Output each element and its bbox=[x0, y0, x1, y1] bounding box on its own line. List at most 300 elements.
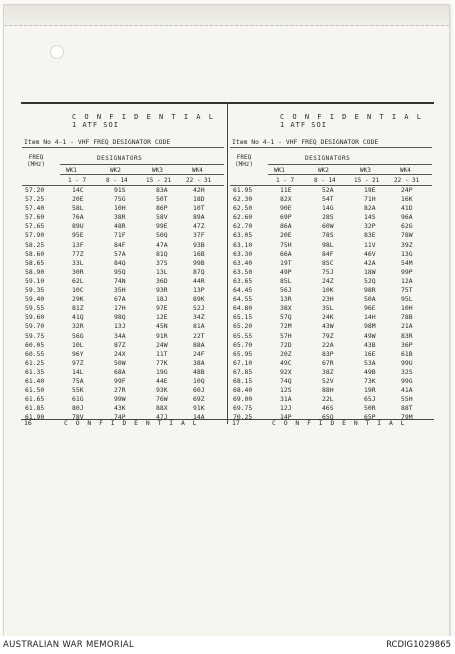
frequency-cell: 59.10 bbox=[25, 276, 45, 285]
designator-cell: 24W bbox=[156, 340, 168, 349]
frequency-cell: 62.50 bbox=[233, 204, 253, 213]
designator-cell: 93R bbox=[156, 286, 168, 295]
designator-cell: 61B bbox=[401, 349, 413, 358]
designator-cell: 48R bbox=[114, 222, 126, 231]
designator-cell: 78W bbox=[401, 231, 413, 240]
designator-cell: 22A bbox=[322, 340, 334, 349]
classification-header: C O N F I D E N T I A L bbox=[72, 113, 215, 121]
designator-cell: 19G bbox=[156, 367, 168, 376]
day-range: 15 - 21 bbox=[354, 177, 380, 184]
designator-cell: 86A bbox=[280, 222, 292, 231]
designator-cell: 16B bbox=[193, 249, 205, 258]
frequency-cell: 57.40 bbox=[25, 204, 45, 213]
designator-cell: 53A bbox=[364, 358, 376, 367]
designator-cell: 12A bbox=[401, 276, 413, 285]
designator-cell: 14H bbox=[364, 313, 376, 322]
page-number: 16 bbox=[24, 419, 32, 427]
frequency-cell: 61.85 bbox=[25, 404, 45, 413]
designator-cell: 99F bbox=[114, 376, 126, 385]
designators-header: DESIGNATORS bbox=[97, 155, 143, 162]
designator-cell: 91K bbox=[193, 404, 205, 413]
frequency-cell: 59.70 bbox=[25, 322, 45, 331]
frequency-cell: 57.25 bbox=[25, 195, 45, 204]
designator-cell: 42H bbox=[193, 186, 205, 194]
frequency-cell: 60.05 bbox=[25, 340, 45, 349]
designator-cell: 20E bbox=[72, 195, 84, 204]
designator-cell: 39Z bbox=[401, 240, 413, 249]
designator-cell: 82A bbox=[364, 204, 376, 213]
frequency-cell: 61.90 bbox=[25, 413, 45, 422]
frequency-cell: 59.60 bbox=[25, 313, 45, 322]
designator-cell: 10K bbox=[322, 286, 334, 295]
table-body bbox=[230, 186, 433, 422]
designator-cell: 77Z bbox=[72, 249, 84, 258]
table-row bbox=[230, 286, 433, 295]
designator-cell: 78B bbox=[401, 313, 413, 322]
freq-column-header: FREQ (MHz) bbox=[234, 154, 254, 168]
designator-cell: 85L bbox=[280, 276, 292, 285]
designator-cell: 33L bbox=[72, 258, 84, 267]
designator-cell: 34A bbox=[114, 331, 126, 340]
designator-cell: 38X bbox=[280, 304, 292, 313]
designator-cell: 60J bbox=[193, 386, 205, 395]
frequency-cell: 63.30 bbox=[233, 249, 253, 258]
designator-cell: 91S bbox=[114, 186, 126, 194]
frequency-cell: 62.70 bbox=[233, 222, 253, 231]
table-row bbox=[22, 322, 225, 331]
table-row bbox=[22, 186, 225, 195]
designator-cell: 37F bbox=[193, 231, 205, 240]
classification-header: C O N F I D E N T I A L bbox=[280, 113, 423, 121]
designator-cell: 17H bbox=[114, 304, 126, 313]
designator-cell: 73K bbox=[364, 376, 376, 385]
designator-cell: 13F bbox=[72, 240, 84, 249]
designator-cell: 10T bbox=[193, 204, 205, 213]
designator-cell: 44R bbox=[193, 276, 205, 285]
designator-cell: 10L bbox=[72, 340, 84, 349]
frequency-cell: 61.65 bbox=[25, 395, 45, 404]
designator-cell: 76W bbox=[156, 395, 168, 404]
frequency-cell: 63.10 bbox=[233, 240, 253, 249]
table-row bbox=[22, 304, 225, 313]
table-row bbox=[230, 395, 433, 404]
designator-cell: 32R bbox=[72, 322, 84, 331]
table-row bbox=[22, 195, 225, 204]
center-divider bbox=[227, 102, 228, 424]
table-row bbox=[230, 213, 433, 222]
day-range: 1 - 7 bbox=[68, 177, 87, 184]
designator-cell: 43B bbox=[364, 340, 376, 349]
table-row bbox=[230, 359, 433, 368]
designator-cell: 65Q bbox=[322, 413, 334, 422]
page-top-strip bbox=[4, 5, 449, 26]
designator-cell: 30R bbox=[72, 267, 84, 276]
designator-cell: 14C bbox=[72, 186, 84, 194]
institution-name: AUSTRALIAN WAR MEMORIAL bbox=[3, 640, 135, 650]
designator-cell: 58L bbox=[72, 204, 84, 213]
designator-cell: 14S bbox=[364, 213, 376, 222]
designator-cell: 12E bbox=[156, 313, 168, 322]
designator-cell: 49W bbox=[364, 331, 376, 340]
designator-cell: 16K bbox=[401, 195, 413, 204]
designator-cell: 99G bbox=[401, 376, 413, 385]
designator-cell: 14A bbox=[193, 413, 205, 422]
day-range: 8 - 14 bbox=[314, 177, 336, 184]
designator-cell: 65J bbox=[364, 395, 376, 404]
designator-cell: 42A bbox=[364, 258, 376, 267]
designator-cell: 95Q bbox=[114, 267, 126, 276]
designator-cell: 83A bbox=[156, 186, 168, 194]
frequency-cell: 65.20 bbox=[233, 322, 253, 331]
designator-cell: 98Q bbox=[114, 313, 126, 322]
designator-cell: 83R bbox=[401, 331, 413, 340]
frequency-cell: 57.65 bbox=[25, 222, 45, 231]
table-row bbox=[230, 322, 433, 331]
designator-cell: 10C bbox=[72, 286, 84, 295]
designator-cell: 38R bbox=[114, 213, 126, 222]
designator-cell: 79M bbox=[401, 413, 413, 422]
designator-cell: 47Z bbox=[193, 222, 205, 231]
designator-cell: 87Z bbox=[114, 340, 126, 349]
designator-cell: 97E bbox=[156, 304, 168, 313]
table-row bbox=[22, 222, 225, 231]
designator-cell: 96Y bbox=[72, 349, 84, 358]
table-row bbox=[22, 277, 225, 286]
freq-column-header: FREQ (MHz) bbox=[26, 154, 46, 168]
table-row bbox=[22, 359, 225, 368]
table-row bbox=[22, 404, 225, 413]
designator-cell: 98M bbox=[364, 322, 376, 331]
designator-cell: 69P bbox=[280, 213, 292, 222]
designator-cell: 20Z bbox=[280, 349, 292, 358]
week-header: WK2 bbox=[318, 167, 329, 174]
frequency-cell: 61.50 bbox=[25, 386, 45, 395]
table-row bbox=[22, 259, 225, 268]
document-page bbox=[3, 4, 450, 638]
designator-cell: 81A bbox=[193, 322, 205, 331]
designator-cell: 14P bbox=[280, 413, 292, 422]
designator-cell: 77K bbox=[156, 358, 168, 367]
table-row bbox=[230, 332, 433, 341]
designator-cell: 72D bbox=[280, 340, 292, 349]
designator-cell: 55K bbox=[72, 386, 84, 395]
table-row bbox=[230, 386, 433, 395]
designator-cell: 75A bbox=[72, 376, 84, 385]
frequency-table-document bbox=[21, 102, 434, 430]
table-row bbox=[230, 341, 433, 350]
designator-cell: 23H bbox=[322, 295, 334, 304]
designator-cell: 24K bbox=[322, 313, 334, 322]
designator-cell: 54M bbox=[401, 258, 413, 267]
designator-cell: 13J bbox=[114, 322, 126, 331]
classification-footer: C O N F I D E N T I A L bbox=[64, 419, 199, 427]
designator-cell: 56G bbox=[72, 331, 84, 340]
designator-cell: 52J bbox=[193, 304, 205, 313]
day-range: 1 - 7 bbox=[276, 177, 295, 184]
designator-cell: 47J bbox=[156, 413, 168, 422]
archive-footer bbox=[0, 636, 455, 654]
frequency-cell: 61.35 bbox=[25, 367, 45, 376]
designator-cell: 75J bbox=[322, 267, 334, 276]
designator-cell: 11V bbox=[364, 240, 376, 249]
designator-cell: 54T bbox=[322, 195, 334, 204]
frequency-cell: 69.75 bbox=[233, 404, 253, 413]
designator-cell: 89A bbox=[193, 213, 205, 222]
frequency-cell: 67.85 bbox=[233, 367, 253, 376]
designator-cell: 78S bbox=[322, 231, 334, 240]
day-range: 22 - 31 bbox=[394, 177, 420, 184]
designator-cell: 95E bbox=[72, 231, 84, 240]
designator-cell: 87Q bbox=[193, 267, 205, 276]
designator-cell: 22T bbox=[193, 331, 205, 340]
designator-cell: 74Q bbox=[280, 376, 292, 385]
designator-cell: 99W bbox=[114, 395, 126, 404]
designator-cell: 71F bbox=[114, 231, 126, 240]
table-row bbox=[22, 313, 225, 322]
table-row bbox=[230, 259, 433, 268]
table-row bbox=[22, 395, 225, 404]
frequency-cell: 61.40 bbox=[25, 376, 45, 385]
table-row bbox=[230, 277, 433, 286]
frequency-cell: 58.90 bbox=[25, 267, 45, 276]
frequency-cell: 58.60 bbox=[25, 249, 45, 258]
table-row bbox=[230, 295, 433, 304]
table-row bbox=[22, 204, 225, 213]
designator-cell: 80J bbox=[72, 404, 84, 413]
week-header: WK1 bbox=[274, 167, 285, 174]
designator-cell: 81Z bbox=[72, 304, 84, 313]
table-row bbox=[230, 350, 433, 359]
frequency-cell: 58.25 bbox=[25, 240, 45, 249]
frequency-cell: 62.30 bbox=[233, 195, 253, 204]
designator-cell: 52Q bbox=[364, 276, 376, 285]
week-header: WK4 bbox=[192, 167, 203, 174]
table-row bbox=[230, 195, 433, 204]
designator-cell: 11T bbox=[156, 349, 168, 358]
week-header: WK4 bbox=[400, 167, 411, 174]
designator-cell: 52A bbox=[322, 186, 334, 194]
soi-label: 1 ATF SOI bbox=[72, 121, 119, 129]
designator-cell: 57A bbox=[114, 249, 126, 258]
designator-cell: 43K bbox=[114, 404, 126, 413]
frequency-cell: 59.75 bbox=[25, 331, 45, 340]
designator-cell: 12S bbox=[280, 386, 292, 395]
designator-cell: 10H bbox=[401, 304, 413, 313]
frequency-cell: 69.00 bbox=[233, 395, 253, 404]
frequency-cell: 65.55 bbox=[233, 331, 253, 340]
table-row bbox=[22, 213, 225, 222]
designator-cell: 13G bbox=[401, 249, 413, 258]
designator-cell: 41Q bbox=[72, 313, 84, 322]
designator-cell: 89U bbox=[72, 222, 84, 231]
designator-cell: 41D bbox=[401, 204, 413, 213]
designator-cell: 86P bbox=[156, 204, 168, 213]
designator-cell: 88A bbox=[193, 340, 205, 349]
table-row bbox=[230, 268, 433, 277]
table-row bbox=[22, 350, 225, 359]
table-row bbox=[22, 386, 225, 395]
designator-cell: 75H bbox=[280, 240, 292, 249]
designator-cell: 55H bbox=[401, 395, 413, 404]
designator-cell: 11E bbox=[280, 186, 292, 194]
designator-cell: 27R bbox=[114, 386, 126, 395]
item-title: Item No 4-1 - VHF FREQ DESIGNATOR CODE bbox=[232, 138, 379, 146]
designator-cell: 75G bbox=[114, 195, 126, 204]
classification-footer: C O N F I D E N T I A L bbox=[272, 419, 407, 427]
frequency-cell: 61.25 bbox=[25, 358, 45, 367]
designator-cell: 81Q bbox=[156, 249, 168, 258]
frequency-cell: 62.60 bbox=[233, 213, 253, 222]
table-row bbox=[22, 268, 225, 277]
designator-cell: 82X bbox=[280, 195, 292, 204]
table-row bbox=[22, 368, 225, 377]
designator-cell: 19T bbox=[280, 258, 292, 267]
designator-cell: 68A bbox=[114, 367, 126, 376]
designator-cell: 50Q bbox=[156, 231, 168, 240]
designator-cell: 96E bbox=[364, 304, 376, 313]
frequency-cell: 59.35 bbox=[25, 286, 45, 295]
designator-cell: 35L bbox=[322, 304, 334, 313]
designator-cell: 91R bbox=[156, 331, 168, 340]
frequency-cell: 64.45 bbox=[233, 286, 253, 295]
designator-cell: 99B bbox=[193, 258, 205, 267]
designator-cell: 31A bbox=[280, 395, 292, 404]
designator-cell: 56J bbox=[280, 286, 292, 295]
designator-cell: 83E bbox=[364, 231, 376, 240]
designator-cell: 84Q bbox=[114, 258, 126, 267]
frequency-cell: 65.95 bbox=[233, 349, 253, 358]
designator-cell: 32P bbox=[364, 222, 376, 231]
designator-cell: 99P bbox=[401, 267, 413, 276]
table-row bbox=[230, 231, 433, 240]
designator-cell: 71H bbox=[364, 195, 376, 204]
designator-cell: 78V bbox=[72, 413, 84, 422]
table-row bbox=[22, 332, 225, 341]
page-number: 17 bbox=[232, 419, 240, 427]
designator-cell: 97Z bbox=[72, 358, 84, 367]
designator-cell: 98R bbox=[364, 286, 376, 295]
designator-cell: 22L bbox=[322, 395, 334, 404]
designator-cell: 18W bbox=[364, 267, 376, 276]
designator-cell: 38A bbox=[193, 358, 205, 367]
designator-cell: 62L bbox=[72, 276, 84, 285]
designator-cell: 52V bbox=[322, 376, 334, 385]
designator-cell: 38Z bbox=[322, 367, 334, 376]
designator-cell: 60W bbox=[322, 222, 334, 231]
designator-cell: 12J bbox=[280, 404, 292, 413]
designator-cell: 13P bbox=[193, 286, 205, 295]
frequency-cell: 68.40 bbox=[233, 386, 253, 395]
frequency-cell: 61.95 bbox=[233, 186, 253, 194]
day-range: 8 - 14 bbox=[106, 177, 128, 184]
designator-cell: 24Z bbox=[322, 276, 334, 285]
record-reference: RCDIG1029865 bbox=[386, 640, 451, 650]
table-row bbox=[230, 241, 433, 250]
designator-cell: 36P bbox=[401, 340, 413, 349]
designator-cell: 50T bbox=[156, 195, 168, 204]
designator-cell: 21A bbox=[401, 322, 413, 331]
designator-cell: 67A bbox=[114, 295, 126, 304]
designator-cell: 46S bbox=[322, 404, 334, 413]
week-header: WK3 bbox=[152, 167, 163, 174]
designator-cell: 47A bbox=[156, 240, 168, 249]
table-row bbox=[22, 241, 225, 250]
frequency-cell: 63.05 bbox=[233, 231, 253, 240]
table-row bbox=[22, 250, 225, 259]
designator-cell: 14G bbox=[322, 204, 334, 213]
designator-cell: 35H bbox=[114, 286, 126, 295]
designator-cell: 74P bbox=[114, 413, 126, 422]
frequency-cell: 64.55 bbox=[233, 295, 253, 304]
designator-cell: 18J bbox=[156, 295, 168, 304]
frequency-cell: 59.55 bbox=[25, 304, 45, 313]
designator-cell: 95L bbox=[401, 295, 413, 304]
designator-cell: 62G bbox=[401, 222, 413, 231]
frequency-cell: 57.60 bbox=[25, 213, 45, 222]
designator-cell: 46V bbox=[364, 249, 376, 258]
table-row bbox=[230, 404, 433, 413]
frequency-cell: 60.55 bbox=[25, 349, 45, 358]
designator-cell: 66A bbox=[280, 249, 292, 258]
designator-cell: 79Z bbox=[322, 331, 334, 340]
designator-cell: 49P bbox=[280, 267, 292, 276]
designator-cell: 74N bbox=[114, 276, 126, 285]
table-body bbox=[22, 186, 225, 422]
frequency-cell: 64.80 bbox=[233, 304, 253, 313]
designator-cell: 88X bbox=[156, 404, 168, 413]
designator-cell: 88T bbox=[401, 404, 413, 413]
day-range: 15 - 21 bbox=[146, 177, 172, 184]
designator-cell: 67R bbox=[322, 358, 334, 367]
week-header: WK2 bbox=[110, 167, 121, 174]
designator-cell: 90E bbox=[280, 204, 292, 213]
table-row bbox=[22, 231, 225, 240]
designator-cell: 76A bbox=[72, 213, 84, 222]
designator-cell: 29K bbox=[72, 295, 84, 304]
designator-cell: 50A bbox=[364, 295, 376, 304]
designator-cell: 57H bbox=[280, 331, 292, 340]
frequency-cell: 58.65 bbox=[25, 258, 45, 267]
designator-cell: 43W bbox=[322, 322, 334, 331]
designator-cell: 36D bbox=[156, 276, 168, 285]
designator-cell: 41A bbox=[401, 386, 413, 395]
frequency-cell: 65.70 bbox=[233, 340, 253, 349]
table-row bbox=[230, 313, 433, 322]
day-range: 22 - 31 bbox=[186, 177, 212, 184]
table-row bbox=[230, 377, 433, 386]
designator-cell: 84F bbox=[322, 249, 334, 258]
table-row bbox=[22, 377, 225, 386]
designator-cell: 13R bbox=[280, 295, 292, 304]
designator-cell: 96A bbox=[401, 213, 413, 222]
week-header: WK1 bbox=[66, 167, 77, 174]
table-row bbox=[22, 286, 225, 295]
designators-header: DESIGNATORS bbox=[305, 155, 351, 162]
designator-cell: 84F bbox=[114, 240, 126, 249]
frequency-cell: 63.50 bbox=[233, 267, 253, 276]
designator-cell: 44E bbox=[156, 376, 168, 385]
designator-cell: 24P bbox=[401, 186, 413, 194]
designator-cell: 19R bbox=[364, 386, 376, 395]
table-row bbox=[230, 222, 433, 231]
table-row bbox=[22, 295, 225, 304]
designator-cell: 65P bbox=[364, 413, 376, 422]
designator-cell: 57Q bbox=[280, 313, 292, 322]
designator-cell: 89K bbox=[193, 295, 205, 304]
designator-cell: 37S bbox=[156, 258, 168, 267]
designator-cell: 14L bbox=[72, 367, 84, 376]
item-title: Item No 4-1 - VHF FREQ DESIGNATOR CODE bbox=[24, 138, 171, 146]
